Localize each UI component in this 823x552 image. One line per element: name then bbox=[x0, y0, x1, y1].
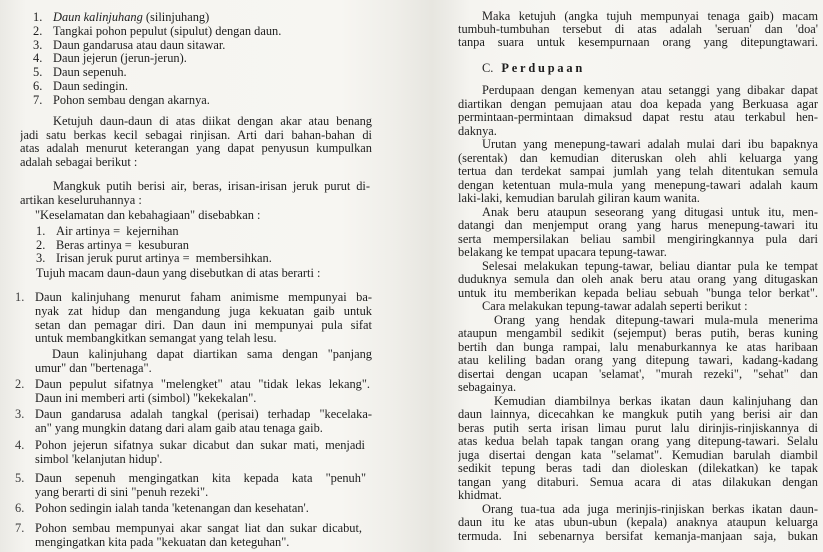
paragraph-line: Pohon sembau mempunyai akar sangat liat dan sukar dicabut, bbox=[35, 522, 362, 535]
paragraph-line: Selesai melakukan tepung-tawar, beliau diantar pula ke tempat bbox=[482, 259, 818, 273]
plant-list-item bbox=[33, 52, 281, 66]
paragraph-line: tertua dan terdekat sampai jumlah yang telah ditentukan semula bbox=[458, 165, 818, 178]
paragraph-line: mengingatkan kita pada "kekuatan dan keteguhan". bbox=[35, 535, 290, 549]
list-number: 3. bbox=[33, 37, 43, 52]
paragraph-line: atas kedua belah tapak tangan orang yang ditepung-tawari. Selalu bbox=[458, 435, 818, 448]
plant-list-item bbox=[33, 25, 281, 39]
plant-list-item bbox=[33, 94, 281, 108]
meaning-item bbox=[15, 378, 372, 406]
section-title: Perdupaan bbox=[501, 61, 586, 75]
paragraph-line: khidmat. bbox=[458, 489, 502, 502]
paragraph-line: bertih dan bunga rampai, lalu menaburkannya ke atas haribaan bbox=[458, 340, 818, 354]
list-number: 1. bbox=[15, 290, 25, 304]
bowl-list-item bbox=[36, 225, 272, 239]
paragraph-line: Daun kalinjuhang menurut faham animisme mempunyai ba- bbox=[35, 291, 372, 304]
list-number: 6. bbox=[15, 501, 25, 515]
paragraph-line: Maka ketujuh (angka tujuh mempunyai tenaga gaib) macam bbox=[482, 10, 818, 23]
paragraph-line: ataupun mengambil sedikit (sejemput) beras putih, beras kuning bbox=[458, 327, 818, 340]
meaning-item bbox=[15, 502, 372, 516]
plant-list-item bbox=[33, 80, 281, 94]
paragraph-line: setan dan pemagar diri. Dan daun ini mempunyai pula sifat bbox=[35, 318, 372, 332]
plant-list-item bbox=[33, 11, 281, 25]
bowl-meaning-list bbox=[36, 225, 272, 266]
plant-name: Daun sepenuh. bbox=[53, 65, 127, 80]
paragraph-line: Orang yang hendak ditepung-tawari mula-mula menerima bbox=[494, 313, 818, 327]
list-number: 1. bbox=[36, 224, 46, 238]
paragraph-line: Tujuh macam daun-daun yang disebutkan di atas berarti : bbox=[36, 267, 321, 280]
section-heading bbox=[482, 61, 585, 75]
paragraph-line: untuk membangkitkan semangat yang telah lesu. bbox=[35, 332, 277, 346]
paragraph-line: Urutan yang menepung-tawari adalah mulai dari ibu bapaknya bbox=[482, 138, 818, 151]
meaning-item bbox=[15, 522, 372, 550]
plant-list bbox=[33, 11, 281, 108]
section-letter: C. bbox=[482, 61, 494, 75]
paragraph-line: "Keselamatan dan kebahagiaan" disebabkan : bbox=[35, 209, 261, 222]
paragraph-line: (serentak) dan kemudian diteruskan oleh ahli keluarga yang bbox=[458, 151, 818, 165]
paragraph-line: tanpa suara untuk kesempurnaan orang yang ditepungtawari. bbox=[458, 36, 818, 50]
list-number: 3. bbox=[36, 251, 46, 266]
bowl-item-text: Irisan jeruk purut artinya = membersihkan. bbox=[56, 251, 272, 266]
paragraph-line: Pohon jejerun sifatnya sukar dicabut dan sukar mati, menjadi bbox=[35, 439, 365, 452]
list-number: 2. bbox=[15, 377, 25, 391]
paragraph-line: atau keliling badan orang yang ditepung tawari, kadang-kadang bbox=[458, 354, 818, 367]
list-number: 1. bbox=[33, 10, 43, 24]
paragraph-ketujuh bbox=[20, 115, 372, 170]
list-number: 4. bbox=[33, 51, 43, 66]
paragraph-line: Ketujuh daun-daun di atas diikat dengan akar atau benang bbox=[53, 115, 372, 128]
meaning-item bbox=[15, 472, 372, 500]
paragraph-line: tumbuh-tumbuhan tersebut di atas adalah 'seruan' dan 'doa' bbox=[458, 23, 818, 37]
paragraph-line: adalah sebagai berikut : bbox=[20, 156, 138, 170]
paragraph-line: Cara melakukan tepung-tawar adalah seperti berikut : bbox=[482, 300, 748, 313]
plant-name-rest: (silinjuhang) bbox=[142, 10, 210, 24]
paragraph-line: Perdupaan dengan kemenyan atau setanggi yang dibakar dapat bbox=[482, 84, 818, 97]
bowl-item-text: Beras artinya = kesuburan bbox=[56, 237, 189, 252]
bowl-item-text: Air artinya = kejernihan bbox=[56, 224, 179, 238]
bowl-list-item bbox=[36, 239, 272, 253]
list-number: 4. bbox=[15, 438, 25, 452]
paragraph-line: untuk itu memberikan kepada beliau sebuah "bunga telor berkat". bbox=[458, 286, 818, 300]
paragraph-line: laki-laki, kemudian barulah giliran kaum wanita. bbox=[458, 192, 700, 205]
paragraph-line: termuda. Ini sebenarnya bersifat kemanja-manjaan saja, bukan bbox=[458, 529, 818, 543]
paragraph-line: daun lainnya, dicecahkan ke mangkuk putih yang berisi air dan bbox=[458, 408, 818, 421]
bowl-list-item bbox=[36, 252, 272, 266]
list-number: 5. bbox=[15, 471, 25, 485]
paragraph-line: Orang tua-tua ada juga merinjis-rinjiskan berkas ikatan daun- bbox=[482, 502, 818, 516]
list-number: 3. bbox=[15, 407, 25, 421]
tujuh-intro-line bbox=[36, 267, 366, 281]
paragraph-line: Daun sepenuh mengingatkan kita kepada kata "penuh" bbox=[35, 472, 366, 485]
paragraph-line: umur" dan "bertenaga". bbox=[35, 361, 152, 375]
paragraph-line: serta mempersilakan beliau sambil mengiringkannya pula dari bbox=[458, 232, 818, 246]
paragraph-line: datangi dan menjemput orang yang harus menepung-tawari itu bbox=[458, 219, 818, 232]
list-number: 5. bbox=[33, 65, 43, 80]
list-number: 7. bbox=[15, 521, 25, 535]
paragraph-line: Mangkuk putih berisi air, beras, irisan-irisan jeruk purut di- bbox=[53, 180, 370, 193]
plant-name: Daun jejerun (jerun-jerun). bbox=[53, 51, 187, 66]
paragraph-maka-ketujuh bbox=[458, 10, 818, 50]
paragraph-line: Pohon sedingin ialah tanda 'ketenangan dan kesehatan'. bbox=[35, 502, 309, 515]
paragraph-line: dengan ketentuan mula-mula yang menepung-tawari adalah kaum bbox=[458, 178, 818, 192]
paragraph-line: daknya. bbox=[458, 124, 497, 138]
paragraph-line: sedikit tepung beras tadi dan dioleskan (dilekatkan) ke tapak bbox=[458, 462, 818, 475]
paragraph-line: tangan yang ditaburi. Semua acara di atas dilakukan dengan bbox=[458, 475, 818, 489]
paragraph-line: Daun gandarusa adalah tangkal (perisai) terhadap "kecelaka- bbox=[35, 408, 372, 421]
paragraph-line: nyak zat hidup dan mengandung juga kekuatan gaib untuk bbox=[35, 304, 372, 318]
paragraph-line: Anak beru ataupun seseorang yang ditugasi untuk itu, men- bbox=[482, 205, 818, 219]
paragraph-line: juga disertai dengan kata "selamat". Kemudian barulah diambil bbox=[458, 448, 818, 462]
list-number: 7. bbox=[33, 92, 43, 107]
paragraph-line: atas adalah menurut keterangan yang dapat penyusun kumpulkan bbox=[20, 142, 372, 156]
paragraph-line: jadi satu berkas kecil sebagai rinjisan. Arti dari bahan-bahan di bbox=[20, 128, 372, 142]
paragraph-line: Daun ini memberi arti (simbol) "kekekalan". bbox=[35, 391, 257, 405]
paragraph-line: Daun kalinjuhang dapat diartikan sama dengan "panjang bbox=[52, 348, 372, 361]
paragraph-line: Daun pepulut sifatnya "melengket" atau "tidak lekas lekang". bbox=[35, 378, 370, 391]
meaning-item bbox=[15, 291, 372, 346]
paragraph-mangkuk bbox=[20, 180, 370, 207]
paragraph-line: Kemudian diambilnya berkas ikatan daun kalinjuhang dan bbox=[494, 394, 818, 408]
paragraph-line: daun itu ke atas ubun-ubun (kepala) anaknya ataupun keluarga bbox=[458, 516, 818, 529]
plant-name: Pohon sembau dengan akarnya. bbox=[53, 92, 210, 107]
plant-list-item bbox=[33, 66, 281, 80]
section-body bbox=[458, 84, 818, 543]
plant-name: Daun sedingin. bbox=[53, 78, 129, 93]
plant-name-italic: Daun kalinjuhang bbox=[53, 10, 143, 24]
paragraph-line: artikan keseluruhannya : bbox=[20, 193, 142, 207]
plant-name: Daun gandarusa atau daun sitawar. bbox=[53, 37, 226, 52]
paragraph-line: sebagainya. bbox=[458, 381, 517, 394]
list-number: 2. bbox=[33, 23, 43, 38]
paragraph-line: disertai dengan ucapan 'selamat', "murah rezeki", "sehat" dan bbox=[458, 367, 818, 381]
keselamatan-line bbox=[35, 209, 365, 223]
meaning-item bbox=[15, 439, 372, 467]
plant-name: Tangkai pohon pepulut (sipulut) dengan daun. bbox=[53, 23, 282, 38]
plant-list-item bbox=[33, 39, 281, 53]
paragraph-line: belakang ke tempat upacara tepung-tawar. bbox=[458, 246, 667, 259]
kalinjuhang-note bbox=[15, 348, 372, 376]
paragraph-line: diartikan dengan pemujaan atau doa kepada yang Berkuasa agar bbox=[458, 97, 818, 111]
paragraph-line: yang berarti di sini "penuh rezeki". bbox=[35, 485, 209, 499]
list-number: 6. bbox=[33, 78, 43, 93]
paragraph-line: duduknya semula dan oleh anak beru atau orang yang ditugaskan bbox=[458, 273, 818, 286]
list-number: 2. bbox=[36, 237, 46, 252]
plant-name bbox=[53, 11, 209, 25]
paragraph-line: beras putih serta irisan limau purut lalu dirinjis-rinjiskannya di bbox=[458, 421, 818, 435]
paragraph-line: permintaan-permintaan dimaksud dapat restu atau terkabul hen- bbox=[458, 111, 818, 124]
paragraph-line: simbol 'kelanjutan hidup'. bbox=[35, 452, 163, 466]
meaning-item bbox=[15, 408, 372, 436]
paragraph-line: an" yang mungkin datang dari alam gaib atau tenaga gaib. bbox=[35, 421, 323, 435]
